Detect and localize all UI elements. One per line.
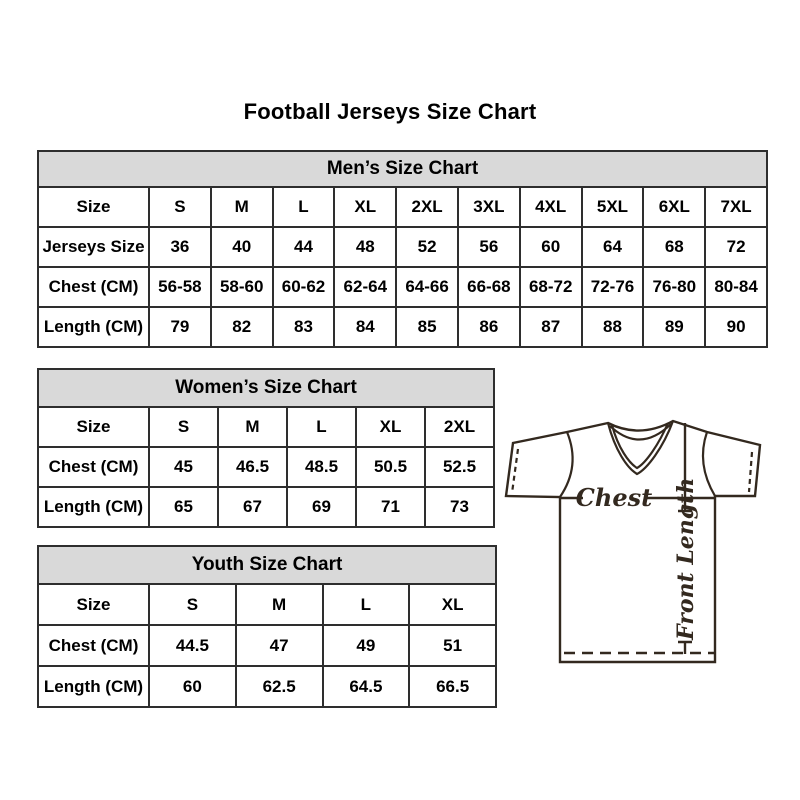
table-title: Youth Size Chart	[39, 547, 497, 585]
table-title: Women’s Size Chart	[39, 370, 495, 408]
value-cell: 62-64	[335, 268, 397, 308]
womens-size-table	[37, 368, 495, 528]
value-cell: 51	[410, 626, 497, 667]
value-cell: 50.5	[357, 448, 426, 488]
value-cell: 52.5	[426, 448, 495, 488]
value-cell: 46.5	[219, 448, 288, 488]
value-cell: 68	[644, 228, 706, 268]
value-cell: L	[324, 585, 411, 626]
value-cell: 64-66	[397, 268, 459, 308]
value-cell: M	[237, 585, 324, 626]
value-cell: 48.5	[288, 448, 357, 488]
value-cell: 66-68	[459, 268, 521, 308]
value-cell: 82	[212, 308, 274, 348]
value-cell: 3XL	[459, 188, 521, 228]
value-cell: XL	[410, 585, 497, 626]
value-cell: 90	[706, 308, 768, 348]
value-cell: S	[150, 408, 219, 448]
value-cell: 87	[521, 308, 583, 348]
value-cell: L	[274, 188, 336, 228]
value-cell: 45	[150, 448, 219, 488]
value-cell: 58-60	[212, 268, 274, 308]
value-cell: 49	[324, 626, 411, 667]
value-cell: 68-72	[521, 268, 583, 308]
youth-size-table	[37, 545, 497, 708]
row-label-cell: Length (CM)	[39, 667, 150, 708]
value-cell: 60	[150, 667, 237, 708]
value-cell: 64.5	[324, 667, 411, 708]
row-label-cell: Chest (CM)	[39, 448, 150, 488]
value-cell: 67	[219, 488, 288, 528]
value-cell: XL	[357, 408, 426, 448]
front-length-label: Front Length	[673, 477, 699, 640]
value-cell: 62.5	[237, 667, 324, 708]
value-cell: 76-80	[644, 268, 706, 308]
value-cell: 71	[357, 488, 426, 528]
value-cell: 56-58	[150, 268, 212, 308]
value-cell: 4XL	[521, 188, 583, 228]
row-label-cell: Size	[39, 408, 150, 448]
value-cell: 52	[397, 228, 459, 268]
value-cell: M	[212, 188, 274, 228]
value-cell: 44.5	[150, 626, 237, 667]
value-cell: 40	[212, 228, 274, 268]
value-cell: 85	[397, 308, 459, 348]
jersey-outline	[506, 421, 760, 662]
page-title: Football Jerseys Size Chart	[243, 99, 537, 124]
value-cell: 72-76	[583, 268, 645, 308]
value-cell: 7XL	[706, 188, 768, 228]
value-cell: 36	[150, 228, 212, 268]
jersey-diagram-icon	[503, 408, 768, 673]
row-label-cell: Length (CM)	[39, 488, 150, 528]
value-cell: 80-84	[706, 268, 768, 308]
value-cell: 60-62	[274, 268, 336, 308]
value-cell: 2XL	[397, 188, 459, 228]
value-cell: 69	[288, 488, 357, 528]
value-cell: 2XL	[426, 408, 495, 448]
row-label-cell: Size	[39, 585, 150, 626]
value-cell: 86	[459, 308, 521, 348]
value-cell: 44	[274, 228, 336, 268]
value-cell: 60	[521, 228, 583, 268]
value-cell: 66.5	[410, 667, 497, 708]
jersey-measurement-diagram	[503, 408, 768, 673]
value-cell: L	[288, 408, 357, 448]
value-cell: 88	[583, 308, 645, 348]
value-cell: 65	[150, 488, 219, 528]
value-cell: 72	[706, 228, 768, 268]
row-label-cell: Size	[39, 188, 150, 228]
value-cell: XL	[335, 188, 397, 228]
value-cell: 5XL	[583, 188, 645, 228]
value-cell: 84	[335, 308, 397, 348]
value-cell: 47	[237, 626, 324, 667]
value-cell: 48	[335, 228, 397, 268]
row-label-cell: Jerseys Size	[39, 228, 150, 268]
value-cell: M	[219, 408, 288, 448]
value-cell: 79	[150, 308, 212, 348]
mens-size-table	[37, 150, 768, 348]
value-cell: 83	[274, 308, 336, 348]
value-cell: 89	[644, 308, 706, 348]
chest-label: Chest	[575, 483, 653, 512]
value-cell: S	[150, 585, 237, 626]
row-label-cell: Chest (CM)	[39, 268, 150, 308]
table-title: Men’s Size Chart	[39, 152, 768, 188]
value-cell: 56	[459, 228, 521, 268]
row-label-cell: Chest (CM)	[39, 626, 150, 667]
value-cell: 64	[583, 228, 645, 268]
value-cell: S	[150, 188, 212, 228]
value-cell: 6XL	[644, 188, 706, 228]
row-label-cell: Length (CM)	[39, 308, 150, 348]
value-cell: 73	[426, 488, 495, 528]
